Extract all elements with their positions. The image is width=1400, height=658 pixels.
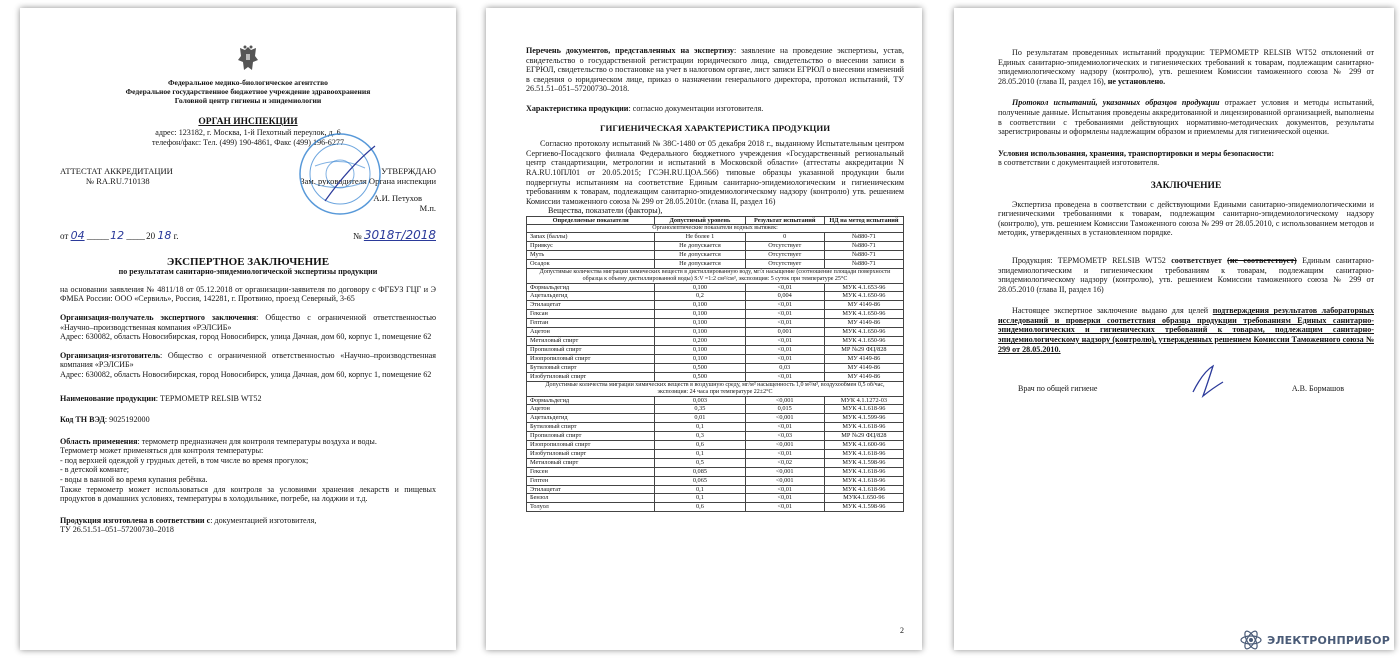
cell-result: <0,01 — [745, 283, 824, 292]
cell-indicator: Пропиловый спирт — [527, 345, 655, 354]
cell-indicator: Запах (баллы) — [527, 232, 655, 241]
cell-indicator: Этилацетат — [527, 485, 655, 494]
group-label: Допустимые количества миграции химических веществ в воздушную среду, мг/м³ насыщенность 1,0 м²/м³, воздухообмен 0,5 об/час, экспозиция: 24 часа при температуре 22±2°С — [527, 381, 904, 396]
conclusion-title: ЗАКЛЮЧЕНИЕ — [1150, 180, 1222, 191]
docs-label: Перечень документов, представленных на экспертизу — [526, 46, 734, 55]
maker-address: Адрес: 630082, область Новосибирская, город Новосибирск, улица Дачная, дом 60, корпус 1, помещение 62 — [60, 369, 432, 379]
cell-result: <0,01 — [745, 345, 824, 354]
group-label: Допустимые количества миграции химических веществ в дистиллированную воду, мг/л насыщение (соотношение площади поверхности образца к объему дистиллированной воды) S:V =1:2 см²/см³, экспозиция: 5 суток при температуре 25°С — [527, 268, 904, 283]
hyg-title: ГИГИЕНИЧЕСКАЯ ХАРАКТЕРИСТИКА ПРОДУКЦИИ — [599, 122, 831, 133]
cell-result: 0,015 — [745, 405, 824, 414]
product-name — [60, 394, 436, 404]
agency-line-3: Головной центр гигиены и эпидемиологии — [174, 96, 322, 105]
cell-indicator: Изопропиловый спирт — [527, 441, 655, 450]
cell-limit: 0,085 — [655, 467, 745, 476]
recipient-address: Адрес: 630082, область Новосибирская, город Новосибирск, улица Дачная, дом 60, корпус 1, помещение 62 — [60, 332, 432, 342]
cell-result: 0,03 — [745, 363, 824, 372]
result-bold: не установлено. — [1107, 76, 1166, 86]
table-row — [527, 405, 904, 414]
table-row — [527, 259, 904, 268]
table-row — [527, 414, 904, 423]
cell-method: МУ 4149-86 — [824, 372, 903, 381]
cell-method: МУ 4149-86 — [824, 363, 903, 372]
date-year-prefix: 20 — [146, 230, 156, 241]
table-row — [527, 396, 904, 405]
issued-text: Настоящее экспертное заключение выдано для целей — [1012, 306, 1209, 316]
cell-result: <0,01 — [745, 372, 824, 381]
cell-method: МУК 4.1.653-96 — [824, 283, 903, 292]
cell-method: МУК 4.1.618-96 — [824, 423, 903, 432]
table-row — [527, 336, 904, 345]
cell-limit: 0,3 — [655, 432, 745, 441]
coat-of-arms-icon — [236, 44, 260, 74]
hyg-text: Согласно протоколу испытаний № 38С-1480 от 05 декабря 2018 г., выданному Испытательным центром Сергиево-Посадского филиала Федерального бюджетного учреждения «Государственный региональный центр стандартизации, метрологии и испытаний в Московской области» (аттестаты аккредитации N RA.RU.10ПЛ01 от 20.05.2015; ГСЭН.RU.ЦОА.566) типовые образцы указанной продукции были подвергнуты испытаниям на соответствие Единым санитарно-эпидемиологическим и гигиеническим требованиям к товарам, подлежащим санитарно-эпидемиологическому надзору (контролю) утв. решением Комиссии таможенного союза № 299 от 28.05.2010г. (глава II, раздел 16) — [526, 139, 904, 206]
page-2 — [486, 8, 922, 650]
cell-indicator: Формальдегид — [527, 283, 655, 292]
storage: Условия использования, хранения, транспортировки и меры безопасности: — [998, 148, 1275, 158]
table-row — [527, 503, 904, 512]
cell-indicator: Привкус — [527, 241, 655, 250]
cell-method: МУК 4.1.1272-03 — [824, 396, 903, 405]
maker-label: Организация-изготовитель — [60, 350, 161, 360]
cell-method: МУ 4149-86 — [824, 301, 903, 310]
table-row — [527, 328, 904, 337]
table-row — [527, 423, 904, 432]
header-method: НД на метод испытаний — [824, 216, 903, 224]
cell-indicator: Гексен — [527, 467, 655, 476]
issued-purpose: подтверждения результатов лабораторных исследований и проверки соответствия образца продукции требованиям Единых санитарно-эпидемиологических и гигиенических требований к товарам, подлежащим санитарно-эпидемиологическому надзору (контролю), утвержденных решением Комиссии Таможенного союза № 299 от 28.05.2010. — [998, 306, 1374, 354]
approve-line-3: А.И. Петухов — [373, 193, 422, 204]
cell-result: Отсутствует — [745, 259, 824, 268]
group-label: Органолептические показатели водных вытяжек: — [527, 224, 904, 232]
cell-limit: 0,100 — [655, 319, 745, 328]
attestat-line-1: АТТЕСТАТ АККРЕДИТАЦИИ — [60, 166, 173, 177]
table-group-row — [527, 268, 904, 283]
signer-role: Врач по общей гигиене — [1018, 384, 1098, 394]
table-row — [527, 250, 904, 259]
cell-indicator: Бензол — [527, 494, 655, 503]
cell-result: 0 — [745, 232, 824, 241]
cell-result: <0,01 — [745, 503, 824, 512]
date-year: 18 — [157, 228, 172, 242]
cell-limit: 0,100 — [655, 310, 745, 319]
cell-limit: 0,5 — [655, 458, 745, 467]
table-row — [527, 449, 904, 458]
table-caption: Вещества, показатели (факторы), — [548, 206, 663, 216]
company-logo — [1239, 628, 1390, 652]
cell-result: <0,01 — [745, 319, 824, 328]
result-main: По результатам проведенных испытаний продукции: ТЕРМОМЕТР RELSIB WT52 отклонений от Единых санитарно-эпидемиологических и гигиенических требований к товарам, подлежащим санитарно-эпидемиологическому надзору (контролю), утв. решением Комиссии таможенного союза № 299 от 28.05.2010 (глава II, раздел 16), — [998, 48, 1374, 86]
cell-result: <0,02 — [745, 458, 824, 467]
cell-result: <0,001 — [745, 467, 824, 476]
attestat-line-2: № RA.RU.710138 — [86, 175, 150, 186]
table-row — [527, 345, 904, 354]
verdict-rest: Единым санитарно-эпидемиологическим и гигиеническим требованиям к товарам, подлежащим санитарно-эпидемиологическому надзору (контролю), утв. решением Комиссии таможенного союза № 299 от 28.05.2010 (глава II, раздел 16) — [998, 255, 1374, 294]
cell-result: Отсутствует — [745, 250, 824, 259]
cell-result: <0,001 — [745, 396, 824, 405]
cell-indicator: Ацетальдегид — [527, 292, 655, 301]
cell-method: МУК 4.1.598-96 — [824, 503, 903, 512]
char-label: Характеристика продукции — [526, 103, 629, 113]
round-stamp-icon — [295, 126, 385, 226]
cell-result: <0,01 — [745, 494, 824, 503]
cell-limit: 0,1 — [655, 449, 745, 458]
cell-limit: Не допускается — [655, 241, 745, 250]
cell-result: <0,001 — [745, 476, 824, 485]
maker-text: : Общество с ограниченной ответственностью «Научно–производственная компания «РЭЛСИБ» — [60, 350, 436, 370]
cell-limit: 0,1 — [655, 485, 745, 494]
cell-indicator: Изобутиловый спирт — [527, 372, 655, 381]
cell-indicator: Формальдегид — [527, 396, 655, 405]
date-suffix: г. — [173, 230, 179, 241]
table-row — [527, 310, 904, 319]
table-row — [527, 441, 904, 450]
page-3 — [954, 8, 1394, 650]
cell-method: МУК 4.1.618-96 — [824, 467, 903, 476]
cell-method: МУК4.1.650-96 — [824, 494, 903, 503]
cell-result: 0,004 — [745, 292, 824, 301]
protocol — [998, 98, 1374, 136]
cell-result: <0,01 — [745, 310, 824, 319]
cell-indicator: Муть — [527, 250, 655, 259]
cell-method: МУК 4.1.618-96 — [824, 476, 903, 485]
table-row — [527, 292, 904, 301]
table-row — [527, 458, 904, 467]
date-day: 04 — [70, 228, 85, 242]
page-number: 2 — [900, 626, 904, 636]
cell-indicator: Изопропиловый спирт — [527, 354, 655, 363]
table-row — [527, 476, 904, 485]
date-month: 12 — [110, 228, 125, 242]
verdict-strike: (не соответствует) — [1227, 255, 1297, 265]
table-header-row — [527, 216, 904, 224]
cell-method: №880-71 — [824, 241, 903, 250]
cell-method: №880-71 — [824, 259, 903, 268]
cell-method: МУК 4.1.598-96 — [824, 458, 903, 467]
conclusion-text: Экспертиза проведена в соответствии с действующими Едиными санитарно-эпидемиологическими и гигиеническими требованиями к товарам, подлежащим санитарно-эпидемиологическому надзору (контролю), утв. решением Комиссии Таможенного союза № 299 от 28.05.2010, с использованием методов и методик, утвержденных в установленном порядке. — [998, 199, 1374, 238]
char — [526, 104, 904, 114]
scope-extra: Также термометр может использоваться для контроля за условиями хранения лекарств и пищевых продуктов в домашних условиях, температуры в холодильнике, погребе, на лоджии и т.д. — [60, 484, 436, 504]
storage-label: Условия использования, хранения, транспортировки и меры безопасности — [998, 148, 1272, 158]
cell-result: <0,001 — [745, 414, 824, 423]
cell-method: МУ 4149-86 — [824, 319, 903, 328]
cell-limit: 0,100 — [655, 354, 745, 363]
cell-result: <0,03 — [745, 432, 824, 441]
table-group-row — [527, 224, 904, 232]
cell-indicator: Ацетон — [527, 405, 655, 414]
cell-limit: 0,500 — [655, 363, 745, 372]
docs-text: : заявление на проведение экспертизы, устав, свидетельство о государственной регистрации юридического лица, свидетельство о внесении записи в ЕГРЮЛ, свидетельство о постановке на учет в налоговом органе, лист записи ЕГРЮЛ о внесении изменений в сведения о юридическом лице, приказ о назначении генерального директора, протокол испытаний, ТУ 26.51.51–051–57200730–2018. — [526, 46, 904, 94]
cell-method: МР №29 ФЦ/828 — [824, 345, 903, 354]
date-and-number: от 04 ______ 12 _____ 20 18 г. № 3018т/2018 — [60, 227, 436, 242]
org-phone: телефон/факс: Тел. (499) 190-4861, Факс (499) 196-6277 — [151, 137, 344, 147]
scope-line-1: Термометр может применяться для контроля температуры: — [60, 446, 264, 456]
cell-limit: 0,35 — [655, 405, 745, 414]
date-from: от — [60, 230, 69, 241]
cell-limit: 0,065 — [655, 476, 745, 485]
verdict-product: Продукция: ТЕРМОМЕТР RELSIB WT52 — [1012, 255, 1166, 265]
approve-line-4: М.п. — [419, 202, 436, 213]
verdict-bold: соответствует — [1171, 255, 1222, 265]
recipient — [60, 313, 436, 332]
cell-limit: 0,500 — [655, 372, 745, 381]
cell-limit: 0,6 — [655, 503, 745, 512]
cell-result: <0,01 — [745, 449, 824, 458]
cell-indicator: Метиловый спирт — [527, 336, 655, 345]
cell-indicator: Бутиловый спирт — [527, 423, 655, 432]
code-text: : 9025192000 — [104, 415, 150, 425]
cell-limit: 0,100 — [655, 345, 745, 354]
number-prefix: № — [353, 230, 362, 241]
signer-name: А.В. Бормашов — [1291, 384, 1344, 394]
table-row — [527, 354, 904, 363]
cell-indicator: Изобутиловый спирт — [527, 449, 655, 458]
cell-indicator: Гептен — [527, 476, 655, 485]
made-label: Продукция изготовлена в соответствии с — [60, 515, 211, 525]
cell-method: МУК 4.1.618-96 — [824, 485, 903, 494]
cell-method: МУК 4.1.600-96 — [824, 441, 903, 450]
table-row — [527, 283, 904, 292]
cell-method: МУК 4.1.599-96 — [824, 414, 903, 423]
protocol-label: Протокол испытаний, указанных образцов продукции — [1012, 98, 1220, 108]
table-row — [527, 241, 904, 250]
table-row — [527, 467, 904, 476]
made-tu: ТУ 26.51.51–051–57200730–2018 — [60, 525, 174, 535]
agency-line-2: Федеральное государственное бюджетное учреждение здравоохранения — [125, 87, 371, 96]
doc-number: 3018т/2018 — [363, 227, 436, 242]
scope-line-3: - в детской комнате; — [60, 465, 130, 475]
cell-method: МУК 4.1.650-96 — [824, 328, 903, 337]
cell-result: 0,001 — [745, 328, 824, 337]
cell-indicator: Ацетальдегид — [527, 414, 655, 423]
cell-limit: Не допускается — [655, 259, 745, 268]
doc-subtitle: по результатам санитарно-эпидемиологической экспертизы продукции — [118, 267, 378, 277]
issued — [998, 306, 1374, 354]
cell-method: №880-71 — [824, 250, 903, 259]
table-row — [527, 432, 904, 441]
made-text: : документацией изготовителя, — [210, 515, 317, 525]
cell-method: МУК 4.1.650-96 — [824, 336, 903, 345]
code-label: Код ТН ВЭД — [60, 415, 105, 425]
table-row — [527, 363, 904, 372]
table-row — [527, 372, 904, 381]
scope — [60, 437, 436, 447]
cell-result: <0,001 — [745, 441, 824, 450]
scope-text: : термометр предназначен для контроля температуры воздуха и воды. — [137, 436, 377, 446]
cell-method: МУ 4149-86 — [824, 354, 903, 363]
approve-line-1: УТВЕРЖДАЮ — [381, 166, 436, 177]
product-label: Наименование продукции — [60, 393, 156, 403]
cell-result: Отсутствует — [745, 241, 824, 250]
cell-method: МУК 4.1.650-96 — [824, 292, 903, 301]
doc-title: ЭКСПЕРТНОЕ ЗАКЛЮЧЕНИЕ — [166, 255, 330, 268]
cell-limit: Не допускается — [655, 250, 745, 259]
cell-method: МУК 4.1.618-96 — [824, 449, 903, 458]
cell-limit: Не более 1 — [655, 232, 745, 241]
scope-line-2: - под верхней одеждой у грудных детей, в том числе во время прогулок; — [60, 455, 309, 465]
cell-method: МР №29 ФЦ/828 — [824, 432, 903, 441]
table-row — [527, 301, 904, 310]
cell-method: МУК 4.1.650-96 — [824, 310, 903, 319]
cell-indicator: Толуол — [527, 503, 655, 512]
product-text: : ТЕРМОМЕТР RELSIB WT52 — [155, 393, 262, 403]
cell-limit: 0,200 — [655, 336, 745, 345]
cell-limit: 0,003 — [655, 396, 745, 405]
cell-limit: 0,6 — [655, 441, 745, 450]
docs-list — [526, 46, 904, 94]
cell-result: <0,01 — [745, 423, 824, 432]
cell-limit: 0,1 — [655, 494, 745, 503]
cell-indicator: Этилацетат — [527, 301, 655, 310]
recipient-label: Организация-получатель экспертного заключения — [60, 312, 257, 322]
basis-text: на основании заявления № 4811/18 от 05.12.2018 от организации-заявителя по договору с ФГБУЗ ГЦГ и Э ФМБА России: ООО «Сервиль», Россия, 142281, г. Протвино, проезд Северный, 3-65 — [60, 284, 436, 304]
table-row — [527, 232, 904, 241]
scope-line-4: - воды в ванной во время купания ребёнка. — [60, 475, 208, 485]
table-body — [527, 224, 904, 511]
cell-indicator: Ацетон — [527, 328, 655, 337]
scope-label: Область применения — [60, 436, 138, 446]
cell-method: МУК 4.1.618-96 — [824, 405, 903, 414]
logo-text: ЭЛЕКТРОНПРИБОР — [1267, 633, 1390, 647]
cell-result: <0,01 — [745, 301, 824, 310]
storage-text: в соответствии с документацией изготовителя. — [998, 158, 1160, 168]
cell-result: <0,01 — [745, 485, 824, 494]
maker — [60, 351, 436, 370]
org-address: адрес: 123182, г. Москва, 1-й Пехотный переулок, д. 6 — [155, 128, 341, 137]
cell-indicator: Гексан — [527, 310, 655, 319]
signature-icon — [1183, 362, 1233, 402]
cell-indicator: Бутиловый спирт — [527, 363, 655, 372]
header-result: Результат испытаний — [745, 216, 824, 224]
product-verdict — [998, 256, 1374, 294]
code — [60, 415, 436, 425]
cell-limit: 0,100 — [655, 283, 745, 292]
result-text — [998, 48, 1374, 86]
cell-indicator: Пропиловый спирт — [527, 432, 655, 441]
cell-result: <0,01 — [745, 336, 824, 345]
agency-line-1: Федеральное медико-биологическое агентство — [168, 78, 328, 87]
cell-limit: 0,01 — [655, 414, 745, 423]
cell-indicator: Метиловый спирт — [527, 458, 655, 467]
table-row — [527, 485, 904, 494]
cell-limit: 0,1 — [655, 423, 745, 432]
header-indicator: Определяемые показатели — [527, 216, 655, 224]
char-text: : согласно документации изготовителя. — [628, 103, 764, 113]
table-row — [527, 494, 904, 503]
page-1 — [20, 8, 456, 650]
cell-limit: 0,100 — [655, 328, 745, 337]
org-title: ОРГАН ИНСПЕКЦИИ — [198, 117, 298, 127]
cell-method: №880-71 — [824, 232, 903, 241]
results-table — [526, 216, 904, 512]
cell-indicator: Гептан — [527, 319, 655, 328]
signature-block — [998, 384, 1374, 393]
cell-limit: 0,2 — [655, 292, 745, 301]
recipient-text: : Общество с ограниченной ответственностью «Научно–производственная компания «РЭЛСИБ» — [60, 312, 436, 332]
protocol-text: отражает условия и методы испытаний, полученные данные. Испытания проведены аккредитованной и лицензированной организацией, выполнены в соответствии с требованиями действующих нормативно-методических документов, результаты зарегистрированы и оформлены надлежащим образом и приемлемы для гигиенической оценки. — [998, 98, 1374, 137]
cell-result: <0,01 — [745, 354, 824, 363]
header-limit: Допустимый уровень — [655, 216, 745, 224]
table-group-row — [527, 381, 904, 396]
approve-line-2: Зам. руководителя Органа инспекции — [300, 175, 436, 186]
made-according — [60, 516, 436, 526]
cell-indicator: Осадок — [527, 259, 655, 268]
atom-icon — [1239, 628, 1263, 652]
cell-limit: 0,100 — [655, 301, 745, 310]
table-row — [527, 319, 904, 328]
